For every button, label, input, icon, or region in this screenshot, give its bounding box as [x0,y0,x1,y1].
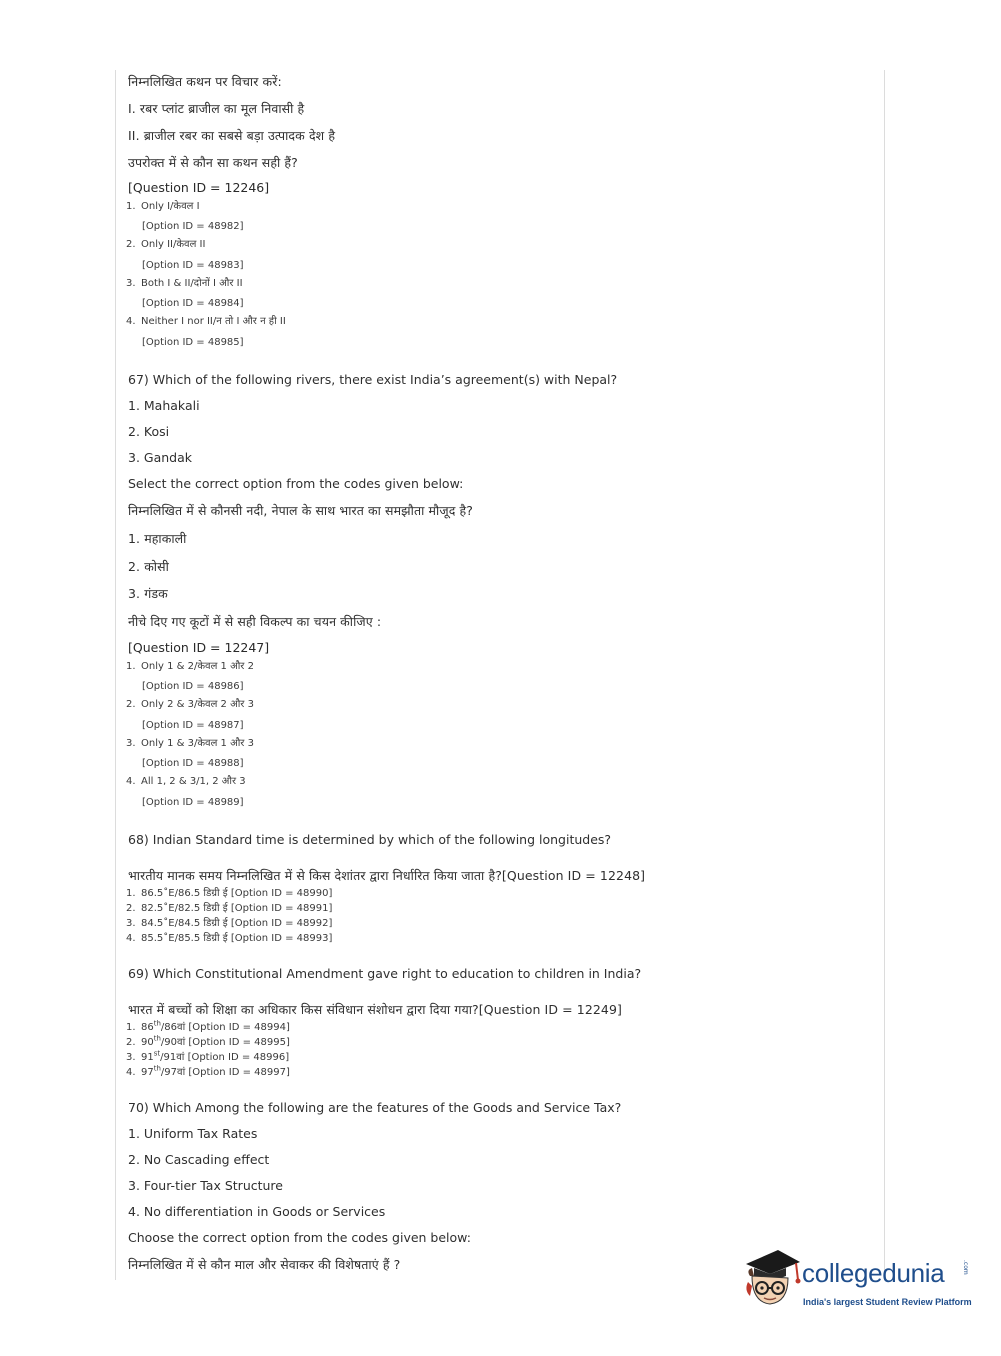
q69-option-3: 3. 91st/91वां [Option ID = 48996] [126,1049,290,1063]
q67-item-3-hindi: 3. गंडक [128,586,168,601]
q66-statement-2: II. ब्राजील रबर का सबसे बड़ा उत्पादक देश है [128,128,336,143]
q67-question-hindi: निम्नलिखित में से कौनसी नदी, नेपाल के साथ भारत का समझौता मौजूद है? [128,503,473,518]
q66-option-3-id: [Option ID = 48984] [142,298,244,309]
q68-question-hindi: भारतीय मानक समय निम्नलिखित में से किस देशांतर द्वारा निर्धारित किया जाता है?[Question ID = 12248] [128,868,646,883]
q66-option-2-id: [Option ID = 48983] [142,260,244,271]
q67-option-4-id: [Option ID = 48989] [142,797,244,808]
q68-question: 68) Indian Standard time is determined by which of the following longitudes? [128,832,612,847]
q67-option-2-id: [Option ID = 48987] [142,720,244,731]
q67-item-2-hindi: 2. कोसी [128,559,169,574]
q66-option-4-id: [Option ID = 48985] [142,337,244,348]
q67-option-1: 1. Only 1 & 2/केवल 1 और 2 [126,661,254,672]
q67-item-1-hindi: 1. महाकाली [128,531,187,546]
q67-option-2: 2. Only 2 & 3/केवल 2 और 3 [126,699,254,710]
q67-question-id: [Question ID = 12247] [128,640,270,655]
q70-question: 70) Which Among the following are the features of the Goods and Service Tax? [128,1100,622,1115]
q67-option-4: 4. All 1, 2 & 3/1, 2 और 3 [126,776,246,787]
q66-hindi-intro: निम्नलिखित कथन पर विचार करें: [128,74,282,89]
q70-item-3: 3. Four-tier Tax Structure [128,1178,283,1193]
q67-item-2: 2. Kosi [128,424,170,439]
q67-select-instruction-hindi: नीचे दिए गए कूटों में से सही विकल्प का चयन कीजिए : [128,614,382,629]
student-mascot-icon [740,1246,802,1312]
q67-select-instruction: Select the correct option from the codes given below: [128,476,464,491]
q66-question-id: [Question ID = 12246] [128,180,270,195]
q67-question: 67) Which of the following rivers, there exist India’s agreement(s) with Nepal? [128,372,618,387]
logo-tagline: India's largest Student Review Platform [803,1297,972,1307]
q69-option-4: 4. 97th/97वां [Option ID = 48997] [126,1064,290,1078]
q70-question-hindi: निम्नलिखित में से कौन माल और सेवाकर की विशेषताएं हैं ? [128,1257,401,1272]
q68-option-2: 2. 82.5˚E/82.5 डिग्री ई [Option ID = 48991] [126,903,333,914]
q69-option-1: 1. 86th/86वां [Option ID = 48994] [126,1019,290,1033]
q69-question: 69) Which Constitutional Amendment gave right to education to children in India? [128,966,642,981]
left-margin-line [115,70,116,1280]
q67-item-3: 3. Gandak [128,450,193,465]
q66-option-1: 1. Only I/केवल I [126,201,200,212]
q66-option-1-id: [Option ID = 48982] [142,221,244,232]
q70-item-4: 4. No differentiation in Goods or Services [128,1204,386,1219]
q68-option-1: 1. 86.5˚E/86.5 डिग्री ई [Option ID = 48990] [126,888,333,899]
q69-question-hindi: भारत में बच्चों को शिक्षा का अधिकार किस संविधान संशोधन द्वारा दिया गया?[Question ID = 12249] [128,1002,623,1017]
q68-option-4: 4. 85.5˚E/85.5 डिग्री ई [Option ID = 48993] [126,933,333,944]
q67-option-3-id: [Option ID = 48988] [142,758,244,769]
collegedunia-logo [740,1246,975,1316]
q67-item-1: 1. Mahakali [128,398,200,413]
q66-option-3: 3. Both I & II/दोनों I और II [126,278,243,289]
q70-item-2: 2. No Cascading effect [128,1152,270,1167]
q67-option-3: 3. Only 1 & 3/केवल 1 और 3 [126,738,254,749]
logo-dotcom: .com [962,1260,969,1275]
right-margin-line [884,70,885,1280]
q70-item-1: 1. Uniform Tax Rates [128,1126,258,1141]
q66-question-hindi: उपरोक्त में से कौन सा कथन सही हैं? [128,155,298,170]
q66-option-2: 2. Only II/केवल II [126,239,206,250]
q69-option-2: 2. 90th/90वां [Option ID = 48995] [126,1034,290,1048]
q66-option-4: 4. Neither I nor II/न तो I और न ही II [126,316,286,327]
q70-choose-instruction: Choose the correct option from the codes given below: [128,1230,471,1245]
logo-brand-name: collegedunia [802,1258,945,1288]
q68-option-3: 3. 84.5˚E/84.5 डिग्री ई [Option ID = 48992] [126,918,333,929]
q67-option-1-id: [Option ID = 48986] [142,681,244,692]
q66-statement-1: I. रबर प्लांट ब्राजील का मूल निवासी है [128,101,305,116]
